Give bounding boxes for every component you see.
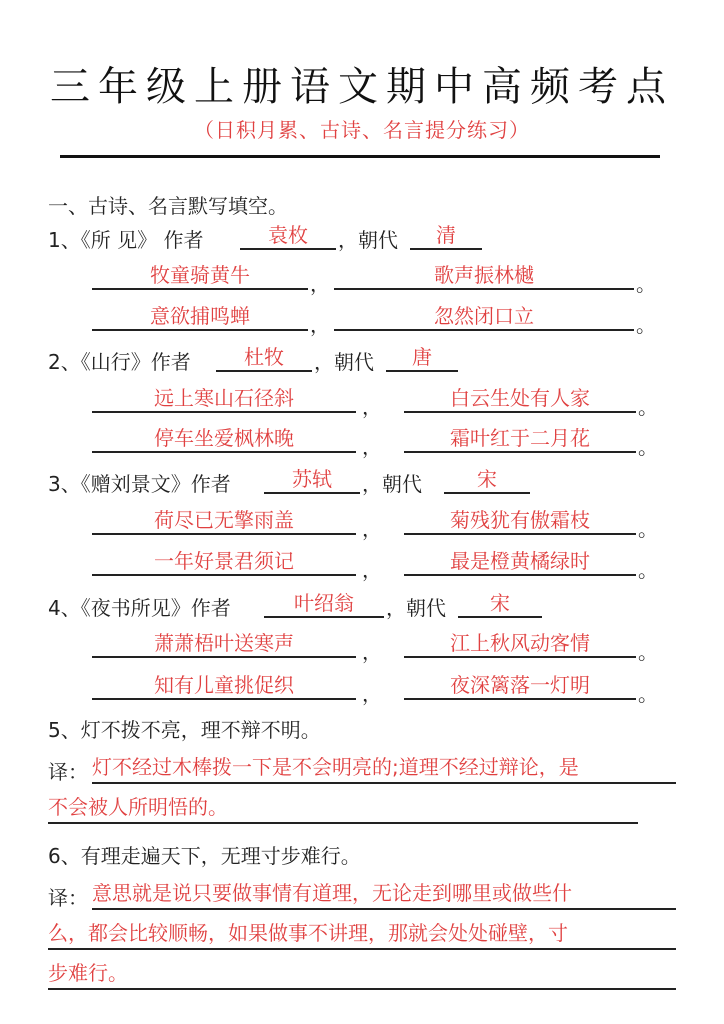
poem-4-prefix: 4、《夜书所见》作者 xyxy=(48,596,231,620)
poem-4-line-2b[interactable]: 夜深篱落一灯明 xyxy=(404,672,636,700)
poem-3-line-2a[interactable]: 一年好景君须记 xyxy=(92,548,356,576)
period: 。 xyxy=(638,558,658,582)
page-title: 三年级上册语文期中高频考点 xyxy=(50,64,674,110)
comma: ， xyxy=(362,395,382,419)
proverb-5-text: 5、灯不拨不亮，理不辩不明。 xyxy=(48,718,321,742)
period: 。 xyxy=(638,682,658,706)
proverb-6-translation-label: 译： xyxy=(48,886,88,910)
poem-1-prefix: 1、《所 见》 作者 xyxy=(48,228,204,252)
section-heading: 一、古诗、名言默写填空。 xyxy=(48,194,288,218)
period: 。 xyxy=(638,395,658,419)
poem-2-line-1b[interactable]: 白云生处有人家 xyxy=(404,385,636,413)
page-subtitle: （日积月累、古诗、名言提分练习） xyxy=(194,118,530,142)
poem-2-line-2b[interactable]: 霜叶红于二月花 xyxy=(404,425,636,453)
comma: ， xyxy=(362,640,382,664)
comma: ， xyxy=(362,517,382,541)
proverb-5-translation-label: 译： xyxy=(48,760,88,784)
poem-4-dynasty-field[interactable]: 宋 xyxy=(458,590,542,618)
poem-1-line-2b[interactable]: 忽然闭口立 xyxy=(334,303,634,331)
poem-1-author-field[interactable]: 袁枚 xyxy=(240,222,336,250)
proverb-6-translation-line-2[interactable]: 么，都会比较顺畅，如果做事不讲理，那就会处处碰壁，寸 xyxy=(48,918,676,950)
comma: ， xyxy=(310,272,330,296)
period: 。 xyxy=(636,313,656,337)
proverb-6-translation-line-1[interactable]: 意思就是说只要做事情有道理，无论走到哪里或做些什 xyxy=(92,878,676,910)
poem-4-author-field[interactable]: 叶绍翁 xyxy=(264,590,384,618)
poem-2-dynasty-field[interactable]: 唐 xyxy=(386,344,458,372)
poem-2-dynasty-label: ，朝代 xyxy=(314,350,374,374)
poem-3-line-2b[interactable]: 最是橙黄橘绿时 xyxy=(404,548,636,576)
comma: ， xyxy=(362,682,382,706)
poem-4-line-2a[interactable]: 知有儿童挑促织 xyxy=(92,672,356,700)
comma: ， xyxy=(362,558,382,582)
period: 。 xyxy=(638,517,658,541)
comma: ， xyxy=(310,313,330,337)
poem-3-line-1a[interactable]: 荷尽已无擎雨盖 xyxy=(92,507,356,535)
poem-1-line-2a[interactable]: 意欲捕鸣蝉 xyxy=(92,303,308,331)
poem-1-line-1a[interactable]: 牧童骑黄牛 xyxy=(92,262,308,290)
period: 。 xyxy=(638,435,658,459)
proverb-6-translation-line-3[interactable]: 步难行。 xyxy=(48,958,676,990)
poem-1-dynasty-field[interactable]: 清 xyxy=(410,222,482,250)
proverb-6-text: 6、有理走遍天下，无理寸步难行。 xyxy=(48,844,361,868)
poem-2-line-2a[interactable]: 停车坐爱枫林晚 xyxy=(92,425,356,453)
proverb-5-translation-line-1[interactable]: 灯不经过木棒拨一下是不会明亮的;道理不经过辩论，是 xyxy=(92,752,676,784)
poem-3-prefix: 3、《赠刘景文》作者 xyxy=(48,472,231,496)
poem-3-author-field[interactable]: 苏轼 xyxy=(264,466,360,494)
poem-2-line-1a[interactable]: 远上寒山石径斜 xyxy=(92,385,356,413)
poem-4-line-1a[interactable]: 萧萧梧叶送寒声 xyxy=(92,630,356,658)
poem-3-dynasty-field[interactable]: 宋 xyxy=(444,466,530,494)
proverb-5-translation-line-2[interactable]: 不会被人所明悟的。 xyxy=(48,792,638,824)
period: 。 xyxy=(636,272,656,296)
comma: ， xyxy=(362,435,382,459)
poem-3-line-1b[interactable]: 菊残犹有傲霜枝 xyxy=(404,507,636,535)
poem-4-dynasty-label: ，朝代 xyxy=(386,596,446,620)
poem-2-author-field[interactable]: 杜牧 xyxy=(216,344,312,372)
poem-4-line-1b[interactable]: 江上秋风动客情 xyxy=(404,630,636,658)
period: 。 xyxy=(638,640,658,664)
title-divider xyxy=(60,155,660,158)
poem-3-dynasty-label: ，朝代 xyxy=(362,472,422,496)
poem-1-line-1b[interactable]: 歌声振林樾 xyxy=(334,262,634,290)
poem-2-prefix: 2、《山行》作者 xyxy=(48,350,191,374)
poem-1-dynasty-label: ，朝代 xyxy=(338,228,398,252)
